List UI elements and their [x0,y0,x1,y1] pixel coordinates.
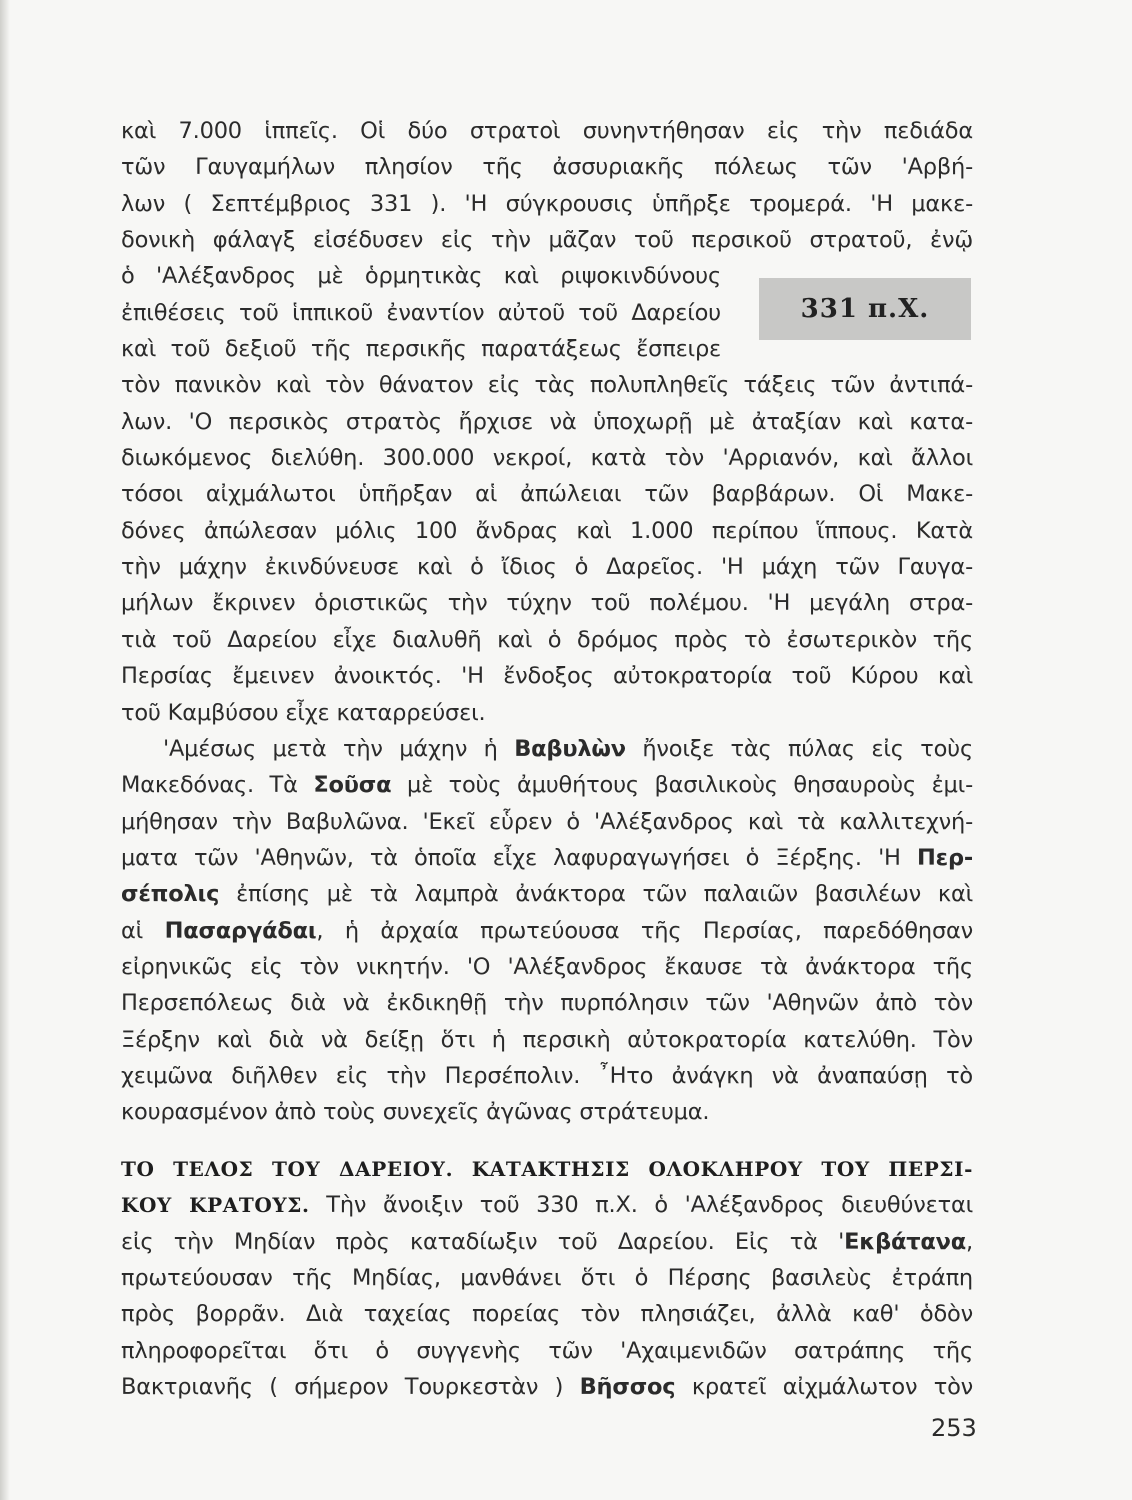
place-pasargadae: Πασαργάδαι [164,917,317,944]
page-number: 253 [931,1414,977,1442]
text-line: Ξέρξην καὶ διὰ νὰ δείξῃ ὅτι ἡ περσικὴ αὐτοκρατορία κατελύθη. Τὸν [121,1026,973,1053]
place-ecbatana: Εκβάτανα [844,1228,967,1255]
text-line: τὸν πανικὸν καὶ τὸν θάνατον εἰς τὰς πολυπληθεῖς τάξεις τῶν ἀντιπά- [121,372,973,399]
text-line: τῶν Γαυγαμήλων πλησίον τῆς ἀσσυριακῆς πόλεως τῶν 'Αρβή- [121,154,973,181]
text-line: Περσεπόλεως διὰ νὰ ἐκδικηθῇ τὴν πυρπόλησιν τῶν 'Αθηνῶν ἀπὸ τὸν [121,990,973,1017]
text-line: ματα τῶν 'Αθηνῶν, τὰ ὁποῖα εἶχε λαφυραγωγήσει ὁ Ξέρξης. 'Η Περ- [121,844,973,871]
section-end-of-darius [121,1151,973,1405]
paragraph-battle-gaugamela [121,113,973,1131]
text-line: πρὸς βορρᾶν. Διὰ ταχείας πορείας τὸν πλησιάζει, ἀλλὰ καθ' ὁδὸν [121,1301,973,1328]
text-line: Περσίας ἔμεινεν ἀνοικτός. 'Η ἔνδοξος αὐτοκρατορία τοῦ Κύρου καὶ [121,663,973,690]
section-heading-end: ΚΟΥ ΚΡΑΤΟΥΣ. [121,1193,310,1218]
text-line: ἐπιθέσεις τοῦ ἱππικοῦ ἐναντίον αὐτοῦ τοῦ Δαρείου [121,299,721,326]
place-persepolis-part1: Περ- [917,844,973,871]
text-line: δόνες ἀπώλεσαν μόλις 100 ἄνδρας καὶ 1.000 περίπου ἵππους. Κατὰ [121,517,973,544]
text-line: διωκόμενος διελύθη. 300.000 νεκροί, κατὰ τὸν 'Αρριανόν, καὶ ἄλλοι [121,445,973,472]
margin-date-note: 331 π.Χ. [759,278,971,340]
text-line: ὁ 'Αλέξανδρος μὲ ὁρμητικὰς καὶ ριψοκινδύνους [121,263,721,290]
text-line: χειμῶνα διῆλθεν εἰς τὴν Περσέπολιν. ῏Ητο ἀνάγκη νὰ ἀναπαύσῃ τὸ [121,1062,973,1089]
text-line: Μακεδόνας. Τὰ Σοῦσα μὲ τοὺς ἀμυθήτους βασιλικοὺς θησαυροὺς ἐμι- [121,772,973,799]
text-line: εἰς τὴν Μηδίαν πρὸς καταδίωξιν τοῦ Δαρείου. Εἰς τὰ 'Εκβάτανα, [121,1228,973,1255]
text-line: εἰρηνικῶς εἰς τὸν νικητήν. 'Ο 'Αλέξανδρος ἔκαυσε τὰ ἀνάκτορα τῆς [121,953,973,980]
text-line: κουρασμένον ἀπὸ τοὺς συνεχεῖς ἀγῶνας στράτευμα. [121,1099,710,1126]
text-line: Βακτριανῆς ( σήμερον Τουρκεστὰν ) Βῆσσος κρατεῖ αἰχμάλωτον τὸν [121,1374,973,1401]
text-line: ΚΟΥ ΚΡΑΤΟΥΣ. Τὴν ἄνοιξιν τοῦ 330 π.Χ. ὁ 'Αλέξανδρος διευθύνεται [121,1192,973,1219]
person-bessus: Βῆσσος [579,1374,676,1401]
section-heading: ΤΟ ΤΕΛΟΣ ΤΟΥ ΔΑΡΕΙΟΥ. ΚΑΤΑΚΤΗΣΙΣ ΟΛΟΚΛΗΡΟΥ ΤΟΥ ΠΕΡΣΙ- [121,1157,973,1181]
text-line: δονικὴ φάλαγξ εἰσέδυσεν εἰς τὴν μᾶζαν τοῦ περσικοῦ στρατοῦ, ἐνῷ [121,227,973,254]
text-line: τόσοι αἰχμάλωτοι ὑπῆρξαν αἱ ἀπώλειαι τῶν βαρβάρων. Οἱ Μακε- [121,481,973,508]
text-line: λων ( Σεπτέμβριος 331 ). 'Η σύγκρουσις ὑπῆρξε τρομερά. 'Η μακε- [121,190,973,217]
text-line: πρωτεύουσαν τῆς Μηδίας, μανθάνει ὅτι ὁ Πέρσης βασιλεὺς ἐτράπη [121,1265,973,1292]
text-line: λων. 'Ο περσικὸς στρατὸς ἤρχισε νὰ ὑποχωρῇ μὲ ἀταξίαν καὶ κατα- [121,408,973,435]
text-line: μήθησαν τὴν Βαβυλῶνα. 'Εκεῖ εὗρεν ὁ 'Αλέξανδρος καὶ τὰ καλλιτεχνή- [121,808,973,835]
text-line: τοῦ Καμβύσου εἶχε καταρρεύσει. [121,699,486,726]
text-line: αἱ Πασαργάδαι, ἡ ἀρχαία πρωτεύουσα τῆς Περσίας, παρεδόθησαν [121,917,974,944]
text-line: 'Αμέσως μετὰ τὴν μάχην ἡ Βαβυλὼν ἤνοιξε τὰς πύλας εἰς τοὺς [163,735,973,762]
text-line: πληροφορεῖται ὅτι ὁ συγγενὴς τῶν 'Αχαιμενιδῶν σατράπης τῆς [121,1337,973,1364]
text-line: σέπολις ἐπίσης μὲ τὰ λαμπρὰ ἀνάκτορα τῶν παλαιῶν βασιλέων καὶ [121,881,973,908]
text-line: τὴν μάχην ἐκινδύνευσε καὶ ὁ ἴδιος ὁ Δαρεῖος. 'Η μάχη τῶν Γαυγα- [121,554,973,581]
text-line: καὶ τοῦ δεξιοῦ τῆς περσικῆς παρατάξεως ἔσπειρε [121,336,721,363]
place-babylon: Βαβυλὼν [514,735,626,762]
text-line: μήλων ἔκρινεν ὁριστικῶς τὴν τύχην τοῦ πολέμου. 'Η μεγάλη στρα- [121,590,973,617]
place-persepolis-part2: σέπολις [121,881,220,908]
page-edge-shadow [0,0,10,1500]
text-line: καὶ 7.000 ἱππεῖς. Οἱ δύο στρατοὶ συνηντήθησαν εἰς τὴν πεδιάδα [121,118,973,144]
place-susa: Σοῦσα [313,772,392,799]
text-line: τιὰ τοῦ Δαρείου εἶχε διαλυθῆ καὶ ὁ δρόμος πρὸς τὸ ἐσωτερικὸν τῆς [121,626,973,653]
